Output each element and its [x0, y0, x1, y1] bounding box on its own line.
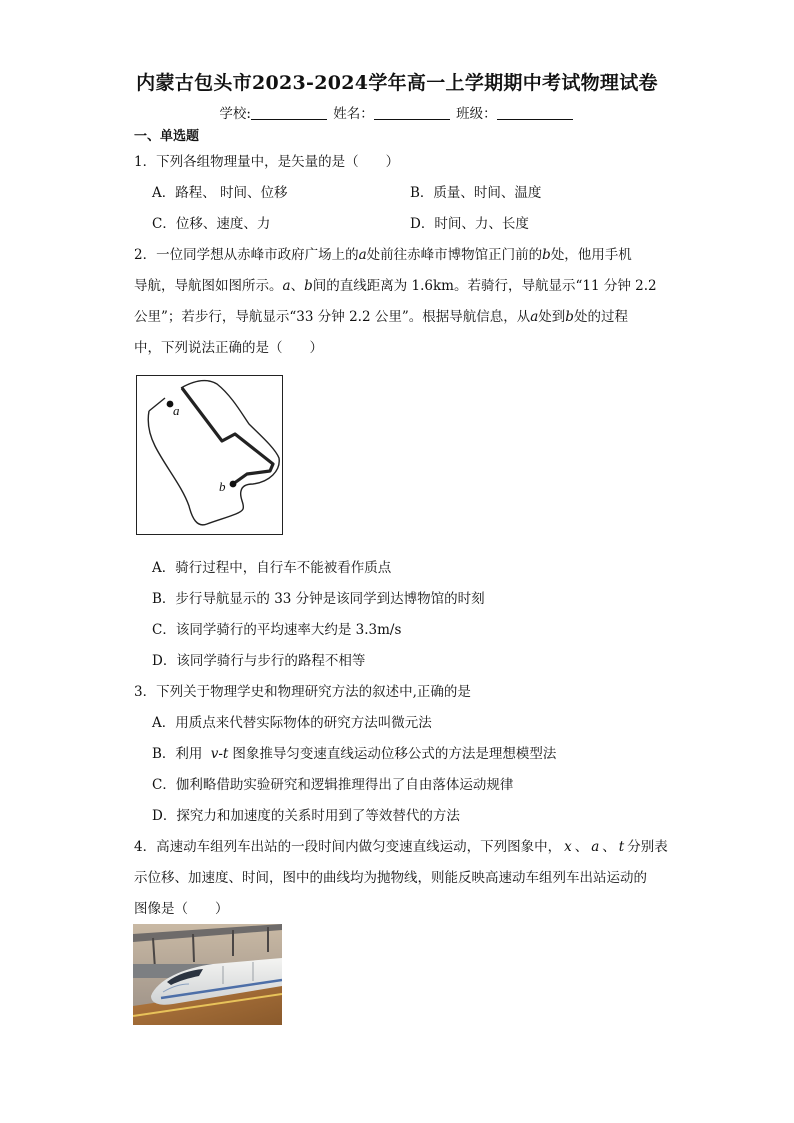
high-speed-train-photo	[133, 924, 282, 1025]
q3-option-b: B．利用 v-t 图象推导匀变速直线运动位移公式的方法是理想模型法	[152, 746, 557, 762]
point-b-label: b	[219, 479, 226, 494]
point-a-label: a	[173, 403, 180, 418]
class-blank	[497, 105, 573, 120]
student-info-line	[0, 102, 794, 122]
train-illustration	[133, 924, 282, 1025]
q2-option-b: B．步行导航显示的 33 分钟是该同学到达博物馆的时刻	[152, 591, 485, 607]
name-label: 姓名：	[333, 106, 374, 122]
q2-option-d: D．该同学骑行与步行的路程不相等	[152, 653, 366, 669]
q1-option-a: A．路程、 时间、位移	[152, 185, 288, 201]
q3-option-d: D．探究力和加速度的关系时用到了等效替代的方法	[152, 808, 460, 824]
q2-option-a: A．骑行过程中，自行车不能被看作质点	[152, 560, 392, 576]
question-4-line-3: 图像是（ ）	[134, 901, 229, 917]
point-b-dot	[230, 481, 237, 488]
page-title: 内蒙古包头市2023-2024学年高一上学期期中考试物理试卷	[136, 72, 658, 94]
class-label: 班级：	[456, 106, 497, 122]
question-2-line-4: 中，下列说法正确的是（ ）	[134, 340, 323, 356]
question-2-line-3: 公里”；若步行，导航显示“33 分钟 2.2 公里”。根据导航信息，从a处到b处的过程	[134, 309, 628, 325]
question-2-line-2: 导航，导航图如图所示。a、b间的直线距离为 1.6km。若骑行，导航显示“11 分钟 2.2	[134, 278, 657, 294]
q2-option-c: C．该同学骑行的平均速率大约是 3.3m/s	[152, 622, 402, 638]
question-3-stem: 3．下列关于物理学史和物理研究方法的叙述中,正确的是	[134, 684, 471, 700]
navigation-route-line	[182, 388, 273, 484]
question-4-line-1: 4．高速动车组列车出站的一段时间内做匀变速直线运动，下列图象中， x 、 a 、 t 分别表	[134, 839, 668, 855]
q3-option-a: A．用质点来代替实际物体的研究方法叫微元法	[152, 715, 432, 731]
navigation-route-drawing	[137, 376, 281, 533]
school-blank	[251, 105, 327, 120]
question-4-line-2: 示位移、加速度、时间，图中的曲线均为抛物线，则能反映高速动车组列车出站运动的	[134, 870, 647, 886]
section-heading: 一、单选题	[134, 129, 200, 144]
school-label: 学校:	[219, 106, 251, 122]
question-2-line-1: 2．一位同学想从赤峰市政府广场上的a处前往赤峰市博物馆正门前的b处，他用手机	[134, 247, 632, 263]
name-blank	[374, 105, 450, 120]
q1-option-c: C．位移、速度、力	[152, 216, 271, 232]
navigation-map-figure	[136, 375, 283, 535]
q3-option-c: C．伽利略借助实验研究和逻辑推理得出了自由落体运动规律	[152, 777, 514, 793]
q1-option-d: D．时间、力、长度	[410, 216, 529, 232]
q1-option-b: B．质量、时间、温度	[410, 185, 542, 201]
question-1-stem: 1．下列各组物理量中，是矢量的是（ ）	[134, 154, 400, 170]
